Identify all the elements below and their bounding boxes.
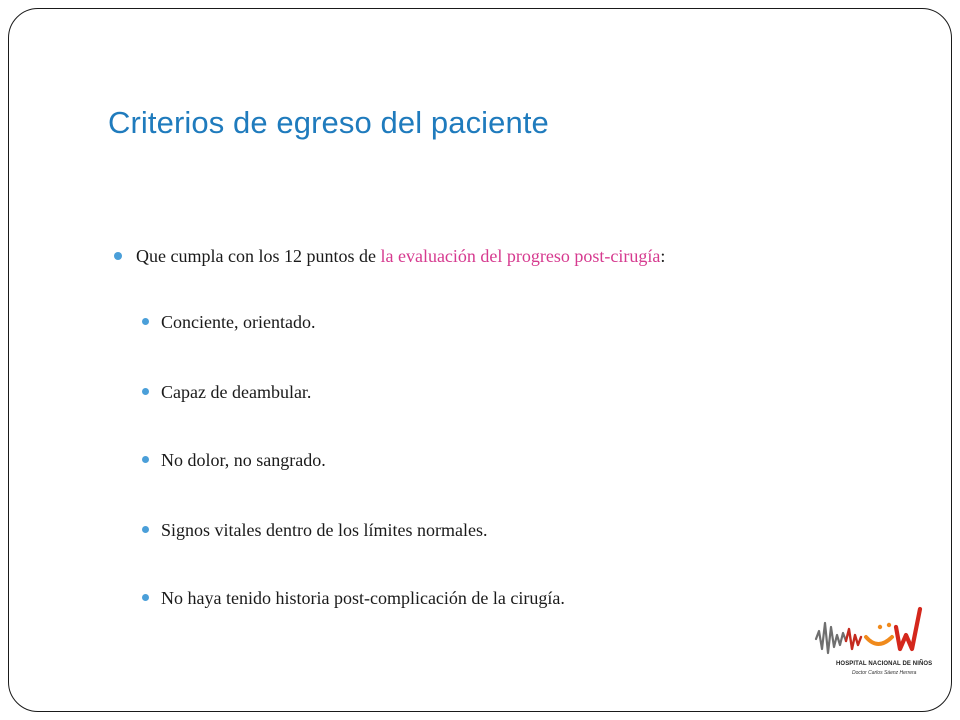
sub-bullet xyxy=(142,587,565,609)
sub-bullet-text: Signos vitales dentro de los límites normales. xyxy=(161,520,488,540)
main-bullet-highlight: la evaluación del progreso post-cirugía xyxy=(380,246,661,266)
sub-bullet-text: No haya tenido historia post-complicación de la cirugía. xyxy=(161,588,565,608)
logo-mark-icon xyxy=(814,605,934,661)
slide xyxy=(8,8,952,712)
logo-text-hospital: HOSPITAL NACIONAL DE NIÑOS xyxy=(836,661,933,667)
sub-bullet xyxy=(142,449,326,471)
slide-title: Criterios de egreso del paciente xyxy=(108,105,549,140)
bullet-dot xyxy=(142,526,149,533)
main-bullet-text: Que cumpla con los 12 puntos de xyxy=(136,246,381,266)
sub-bullet xyxy=(142,519,487,541)
logo-text-doctor: Doctor Carlos Sáenz Herrera xyxy=(852,670,917,676)
bullet-dot xyxy=(142,456,149,463)
bullet-dot xyxy=(142,388,149,395)
hospital-logo xyxy=(814,605,934,687)
sub-bullet xyxy=(142,381,311,403)
sub-bullet-text: No dolor, no sangrado. xyxy=(161,450,326,470)
main-bullet-suffix: : xyxy=(660,246,666,266)
sub-bullet-text: Capaz de deambular. xyxy=(161,382,312,402)
bullet-dot xyxy=(142,594,149,601)
sub-bullet xyxy=(142,311,315,333)
sub-bullet-text: Conciente, orientado. xyxy=(161,312,316,332)
main-bullet xyxy=(114,245,665,267)
bullet-dot xyxy=(142,318,149,325)
bullet-dot xyxy=(114,252,122,260)
